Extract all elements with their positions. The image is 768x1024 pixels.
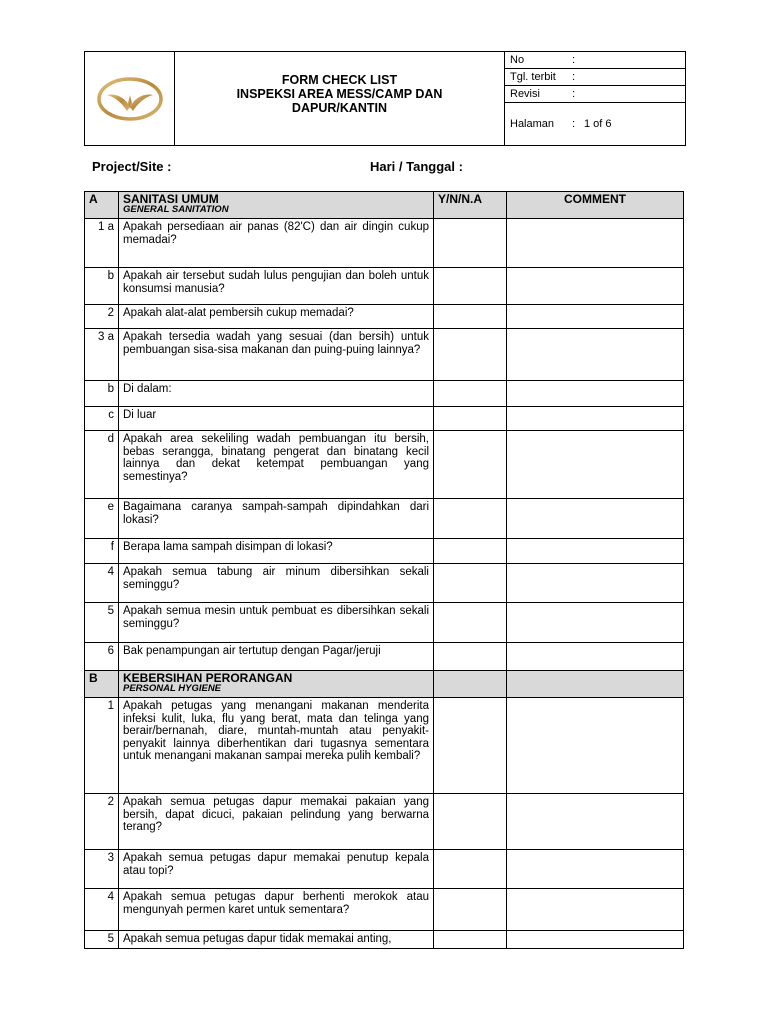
section-header-row (85, 671, 684, 698)
item-number: 6 (85, 643, 119, 671)
item-question: Apakah semua mesin untuk pembuat es dibersihkan sekali seminggu? (119, 603, 434, 643)
comment-cell[interactable] (507, 329, 684, 381)
checklist-row (85, 539, 684, 564)
document-meta (505, 52, 685, 145)
item-question: Bak penampungan air tertutup dengan Pagar/jeruji (119, 643, 434, 671)
date-label: Hari / Tanggal : (370, 159, 463, 174)
column-header-yn (434, 671, 507, 698)
item-number: b (85, 268, 119, 305)
checklist-row (85, 603, 684, 643)
comment-cell[interactable] (507, 499, 684, 539)
meta-row-no (505, 52, 685, 69)
item-question: Apakah semua petugas dapur berhenti merokok atau mengunyah permen karet untuk sementara? (119, 889, 434, 931)
checklist-row (85, 698, 684, 794)
checklist-row (85, 407, 684, 431)
project-site-label: Project/Site : (92, 159, 172, 174)
comment-cell[interactable] (507, 564, 684, 603)
meta-colon: : (572, 88, 576, 100)
checklist-table (84, 191, 684, 949)
item-question: Berapa lama sampah disimpan di lokasi? (119, 539, 434, 564)
section-title: SANITASI UMUM (123, 192, 219, 206)
comment-cell[interactable] (507, 407, 684, 431)
comment-cell[interactable] (507, 219, 684, 268)
comment-cell[interactable] (507, 643, 684, 671)
comment-cell[interactable] (507, 850, 684, 889)
section-header-row (85, 192, 684, 219)
item-question: Apakah petugas yang menangani makanan menderita infeksi kulit, luka, flu yang berat, mata dan telinga yang berair/bernanah, diare, muntah-muntah atau penyakit-penyakit lainnya diberhentikan dari tugasnya sementara untuk menangani makanan sampai mereka pulih kembali? (119, 698, 434, 794)
comment-cell[interactable] (507, 931, 684, 949)
checklist-row (85, 219, 684, 268)
answer-yn-cell[interactable] (434, 850, 507, 889)
checklist-row (85, 564, 684, 603)
item-question: Apakah area sekeliling wadah pembuangan itu bersih, bebas serangga, binatang pengerat dan binatang kecil lainnya dan dekat ketempat pembuangan yang semestinya? (119, 431, 434, 499)
answer-yn-cell[interactable] (434, 564, 507, 603)
section-letter: A (85, 192, 119, 219)
meta-label: No (510, 54, 525, 66)
answer-yn-cell[interactable] (434, 268, 507, 305)
section-subtitle: PERSONAL HYGIENE (123, 683, 222, 694)
item-number: 5 (85, 931, 119, 949)
item-number: 2 (85, 794, 119, 850)
item-question: Apakah semua petugas dapur tidak memakai anting, (119, 931, 434, 949)
checklist-row (85, 268, 684, 305)
form-title-line-2: INSPEKSI AREA MESS/CAMP DAN (236, 86, 443, 101)
meta-colon: : (572, 118, 576, 130)
item-number: 5 (85, 603, 119, 643)
logo-cell (85, 52, 175, 145)
item-number: 1 a (85, 219, 119, 268)
answer-yn-cell[interactable] (434, 794, 507, 850)
item-number: d (85, 431, 119, 499)
column-header-yn: Y/N/N.A (434, 192, 507, 219)
item-question: Apakah semua tabung air minum dibersihkan sekali seminggu? (119, 564, 434, 603)
comment-cell[interactable] (507, 381, 684, 407)
meta-row-tgl-terbit (505, 69, 685, 86)
form-title (175, 52, 505, 145)
answer-yn-cell[interactable] (434, 539, 507, 564)
section-title-cell (119, 192, 434, 219)
meta-row-revisi (505, 86, 685, 103)
project-line (90, 159, 690, 177)
item-question: Apakah alat-alat pembersih cukup memadai? (119, 305, 434, 329)
form-header (84, 51, 686, 146)
item-number: 3 a (85, 329, 119, 381)
item-number: 2 (85, 305, 119, 329)
comment-cell[interactable] (507, 539, 684, 564)
meta-value-page: 1 of 6 (584, 118, 612, 130)
section-subtitle: GENERAL SANITATION (123, 204, 229, 215)
checklist-row (85, 794, 684, 850)
item-number: f (85, 539, 119, 564)
answer-yn-cell[interactable] (434, 407, 507, 431)
comment-cell[interactable] (507, 431, 684, 499)
answer-yn-cell[interactable] (434, 305, 507, 329)
form-title-line-3: DAPUR/KANTIN (291, 100, 388, 115)
answer-yn-cell[interactable] (434, 698, 507, 794)
column-header-comment: COMMENT (507, 192, 684, 219)
meta-label: Tgl. terbit (510, 71, 556, 83)
checklist-body (85, 192, 684, 949)
meta-colon: : (572, 71, 576, 83)
checklist-row (85, 499, 684, 539)
checklist-row (85, 850, 684, 889)
checklist-row (85, 431, 684, 499)
answer-yn-cell[interactable] (434, 889, 507, 931)
checklist-row (85, 931, 684, 949)
comment-cell[interactable] (507, 603, 684, 643)
checklist-row (85, 889, 684, 931)
checklist-row (85, 381, 684, 407)
answer-yn-cell[interactable] (434, 329, 507, 381)
item-number: 4 (85, 889, 119, 931)
comment-cell[interactable] (507, 889, 684, 931)
item-number: 1 (85, 698, 119, 794)
column-header-comment (507, 671, 684, 698)
meta-colon: : (572, 54, 576, 66)
comment-cell[interactable] (507, 698, 684, 794)
checklist-row (85, 305, 684, 329)
item-number: c (85, 407, 119, 431)
answer-yn-cell[interactable] (434, 499, 507, 539)
company-logo-icon (95, 73, 165, 125)
item-question: Apakah semua petugas dapur memakai pakaian yang bersih, dapat dicuci, pakaian pelindung yang berwarna terang? (119, 794, 434, 850)
checklist-row (85, 329, 684, 381)
answer-yn-cell[interactable] (434, 931, 507, 949)
item-number: e (85, 499, 119, 539)
comment-cell[interactable] (507, 268, 684, 305)
item-question: Bagaimana caranya sampah-sampah dipindahkan dari lokasi? (119, 499, 434, 539)
comment-cell[interactable] (507, 305, 684, 329)
answer-yn-cell[interactable] (434, 643, 507, 671)
meta-label: Revisi (510, 88, 540, 100)
item-number: 4 (85, 564, 119, 603)
item-question: Apakah tersedia wadah yang sesuai (dan bersih) untuk pembuangan sisa-sisa makanan dan puing-puing lainnya? (119, 329, 434, 381)
item-question: Apakah semua petugas dapur memakai penutup kepala atau topi? (119, 850, 434, 889)
answer-yn-cell[interactable] (434, 219, 507, 268)
comment-cell[interactable] (507, 794, 684, 850)
meta-row-halaman (505, 103, 685, 145)
section-letter: B (85, 671, 119, 698)
item-question: Apakah air tersebut sudah lulus pengujian dan boleh untuk konsumsi manusia? (119, 268, 434, 305)
form-title-line-1: FORM CHECK LIST (281, 72, 398, 87)
item-number: b (85, 381, 119, 407)
item-question: Di luar (119, 407, 434, 431)
section-title: KEBERSIHAN PERORANGAN (123, 671, 293, 685)
item-question: Di dalam: (119, 381, 434, 407)
answer-yn-cell[interactable] (434, 381, 507, 407)
meta-label: Halaman (510, 118, 555, 130)
section-title-cell (119, 671, 434, 698)
answer-yn-cell[interactable] (434, 431, 507, 499)
item-number: 3 (85, 850, 119, 889)
item-question: Apakah persediaan air panas (82'C) dan air dingin cukup memadai? (119, 219, 434, 268)
checklist-row (85, 643, 684, 671)
answer-yn-cell[interactable] (434, 603, 507, 643)
